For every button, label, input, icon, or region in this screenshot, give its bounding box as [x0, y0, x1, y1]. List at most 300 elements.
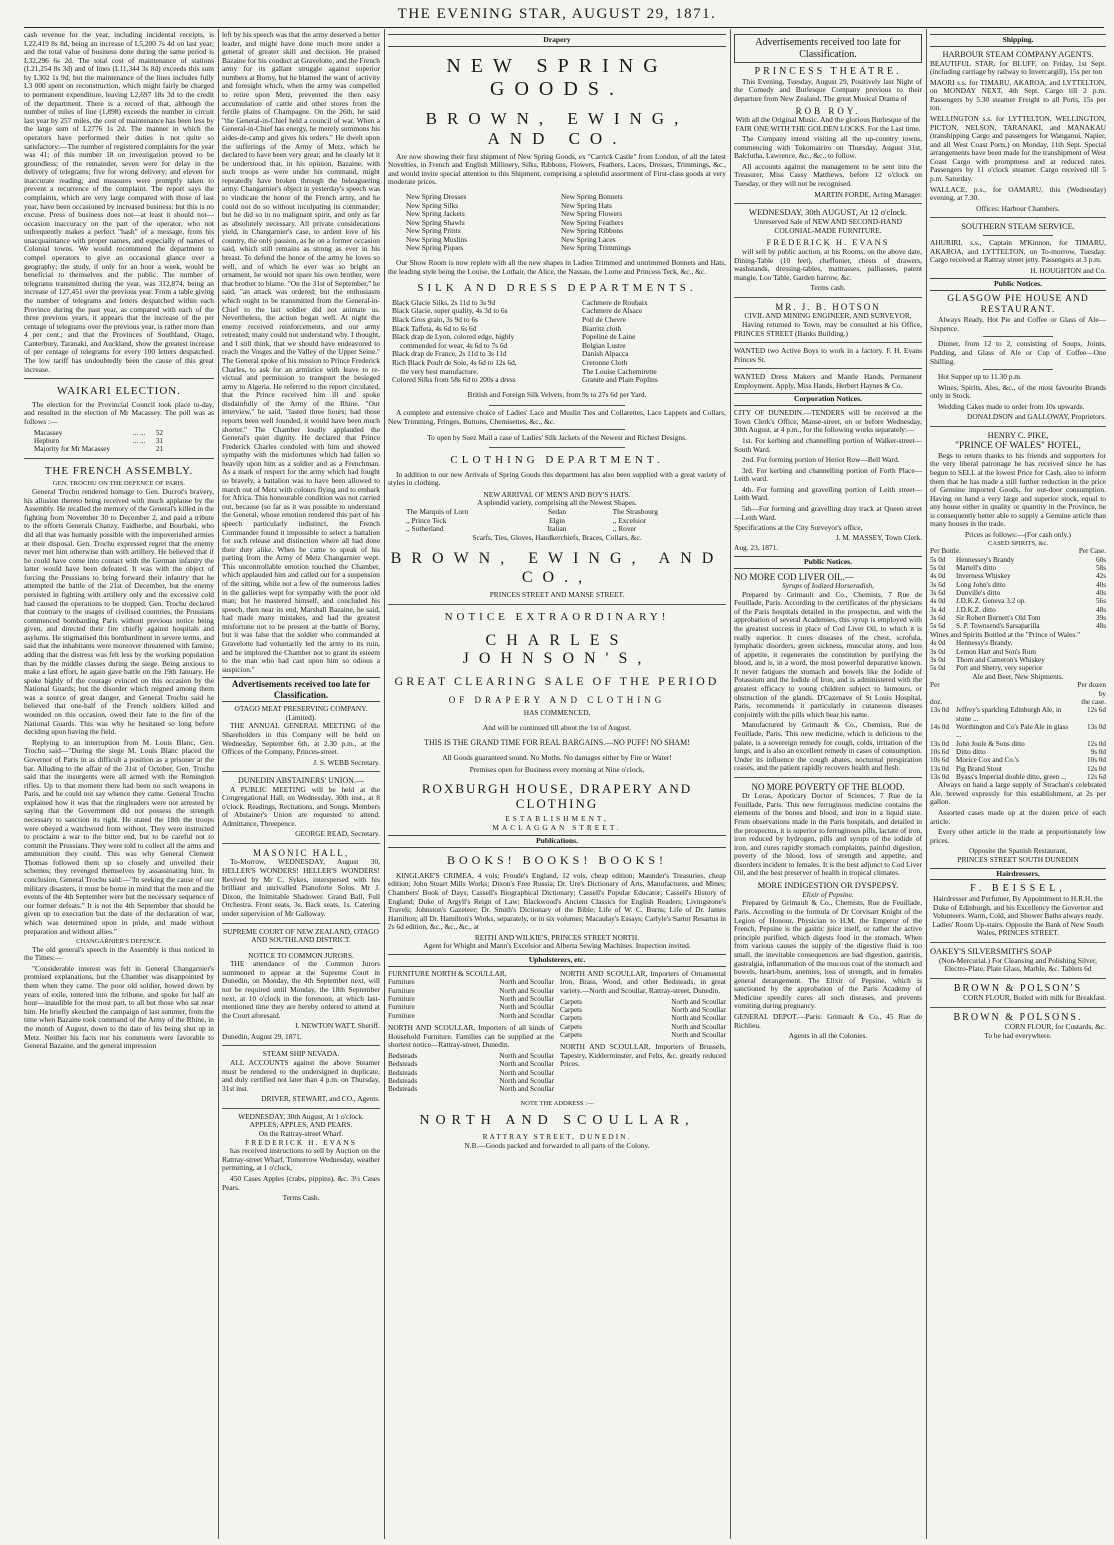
carpets-table	[560, 998, 726, 1040]
premises-text: Premises open for Business every morning at Nine o'clock,	[469, 765, 645, 775]
houghton-signature: H. HOUGHTON and Co.	[1030, 265, 1106, 275]
table-row: Bedsteads North and Scoullar	[388, 1068, 554, 1077]
hats-list	[388, 508, 726, 534]
list-item: New Spring Bonnets	[561, 191, 623, 201]
pie-house-heading: GLASGOW PIE HOUSE AND RESTAURANT.	[947, 294, 1089, 316]
ad-heading: STEAM SHIP NEVADA.	[262, 1049, 340, 1059]
table-row: Carpets North and Scoullar	[560, 1022, 726, 1031]
hotson-text: Having returned to Town, may be consulted at his Office, PRINCES STREET (Banks Building.)	[734, 319, 922, 338]
list-item: Biarritz cloth	[582, 323, 622, 333]
list-item: Granite and Plain Poplins	[582, 375, 658, 385]
table-row: 14s 0d Worthington and Co's Pale Ale in glass ... 13s 0d	[930, 722, 1106, 740]
list-item: the very best manufacture.	[400, 366, 479, 376]
table-row: Carpets North and Scoullar	[560, 1030, 726, 1039]
divider	[734, 342, 922, 343]
oakey-text: (Non-Mercurial.) For Cleansing and Polishing Silver, Electro-Plate, Plate Glass, Marble, &c. Tablets 6d	[939, 955, 1097, 974]
pie-house-text: Wines, Spirits, Ales, &c., of the most favourite Brands only in Stock.	[930, 382, 1106, 401]
table-row: 3s 0d Lemon Hart and Son's Rum	[930, 647, 1036, 656]
sewing-agent: Agent for Whight and Mann's Excelsior and Alberta Sewing Machines. Inspection invited.	[423, 941, 691, 951]
changarnier-subheading: CHANGARNIER'S DEFENCE.	[76, 938, 162, 946]
table-row: 10s 6d Ditto ditto 9s 0d	[930, 747, 1106, 756]
table-row: 10s 6d Morice Cox and Co.'s 10s 0d	[930, 756, 1106, 765]
ad-items: 450 Cases Apples (crabs, pippins), &c. 3½ Cases Pears.	[222, 1173, 380, 1192]
silk-list-right	[582, 299, 722, 385]
table-header: Per Per dozen by	[930, 681, 1106, 698]
auction-text: will sell by public auction, at his Rooms, on the above date, Dining-Table (10 feet), cheffonier, chests of drawers, washstands, dressing-tables, mattrasses, palliasses, patent mangle, Loo Table, Garden barrow, &c.	[734, 247, 922, 282]
list-item: New Spring Shawls	[406, 217, 465, 227]
ad-heading: MASONIC HALL,	[252, 848, 349, 859]
notice-extraordinary: NOTICE EXTRAORDINARY!	[444, 611, 670, 624]
rob-roy-title: ROB ROY.	[795, 105, 861, 116]
ad-signature: GEORGE READ, Secretary.	[295, 829, 380, 839]
divider	[734, 297, 922, 298]
list-item: The Louise Cachemirette	[582, 366, 657, 376]
list-item: Rich Black Poult de Soie, 4s 6d to 12s 6d,	[392, 357, 517, 367]
list-item: New Spring Dresses	[406, 191, 467, 201]
brown-polson-text-2: CORN FLOUR, for Custards, &c.	[1004, 1022, 1106, 1032]
table-row: 4s 0d J.D.K.Z. Geneva 3.2 op. 56s	[930, 597, 1106, 606]
list-item: Black Gros grain, 3s 9d to 6s	[392, 315, 479, 325]
ad-subheading: NOTICE TO COMMON JURORS.	[248, 950, 354, 960]
clothing-text: In addition to our new Arrivals of Spring Goods this department has also been supplied with a great variety of styles in clothing.	[388, 469, 726, 488]
table-row: 5s 0d Martell's ditto 58s	[930, 563, 1106, 572]
divider	[930, 426, 1106, 427]
list-item: Italian	[547, 524, 567, 534]
north-scoullar-block	[388, 970, 726, 1094]
list-item: ,, Sutherland	[406, 524, 444, 534]
upholsterers-heading: Upholsterers, etc.	[388, 954, 726, 967]
poll-row	[32, 445, 165, 453]
pie-house-text: Always Ready, Hot Pie and Coffee or Glass of Ale—Sixpence.	[930, 315, 1106, 333]
masthead: THE EVENING STAR, AUGUST 29, 1871.	[397, 6, 717, 22]
hairdressers-heading: Hairdressers.	[930, 868, 1106, 881]
divider	[222, 1108, 380, 1109]
candidate-name: Macassey	[34, 428, 63, 437]
divider	[930, 978, 1106, 979]
theatre-text-4: All accounts against the management to be sent into the Treasurer, Miss Cassy Matthews, before 12 o'clock on Tuesday, or they will not be recognised.	[734, 161, 922, 188]
table-row: 5s 0d Hennessey's Brandy 60s	[930, 555, 1106, 564]
ad-heading: OTAGO MEAT PRESERVING COMPANY. (Limited).	[234, 704, 368, 722]
work-item: 5th—For forming and gravelling dray track at Queen street—Leith Ward.	[734, 503, 922, 522]
brown-polson-text: CORN FLOUR, Boiled with milk for Breakfast.	[963, 993, 1106, 1003]
proprietors-signature: DONALDSON and GALLOWAY, Proprietors.	[967, 412, 1106, 422]
list-item: Sedan	[547, 507, 567, 517]
ad-date-heading: WEDNESDAY, 30th August, At 1 o'clock.	[238, 1111, 364, 1121]
prices-heading: Prices as follows:—(For cash only.)	[964, 530, 1072, 540]
spring-list-left	[406, 193, 553, 253]
notice-date: Aug. 23, 1871.	[734, 543, 779, 553]
hats-subheading: A splendid variety, comprising all the Newest Shapes.	[477, 498, 637, 508]
list-item: Cretonne Cloth	[582, 357, 628, 367]
column-2	[222, 31, 380, 1539]
work-item: 2nd. For forming portion of Heriot Row—Bell Ward.	[742, 455, 900, 465]
table-row: 13s 0d Jeffrey's sparkling Edinburgh Ale, in stone ... 12s 6d	[930, 706, 1106, 723]
corporation-heading: Corporation Notices.	[734, 393, 922, 406]
cased-spirits-heading: CASED SPIRITS, &c.	[987, 539, 1049, 547]
hotson-subheading: CIVIL AND MINING ENGINEER, AND SURVEYOR,	[744, 311, 912, 321]
table-row: Carpets North and Scoullar	[560, 1005, 726, 1014]
list-item: New Spring Laces	[561, 234, 616, 244]
shipping-heading: Shipping.	[930, 34, 1106, 47]
brown-ewing-address: PRINCES STREET AND MANSE STREET.	[489, 590, 625, 600]
ad-text: ALL ACCOUNTS against the above Steamer must be rendered to the undersigned in duplicate, and duly certified not later than 4 p.m. on Thursday, 31st inst.	[222, 1058, 380, 1093]
ns-left	[388, 970, 554, 1094]
list-item: Poil de Chevre	[582, 315, 626, 325]
divider	[734, 203, 922, 204]
pie-house-text: Hot Supper up to 11.30 p.m.	[938, 372, 1022, 382]
divider	[734, 368, 922, 369]
column-1	[24, 31, 214, 1539]
ad-signature: DRIVER, STEWART, and CO., Agents.	[261, 1094, 380, 1104]
wanted-ad-2: WANTED Dress Makers and Mantle Hands. Permanent Employment. Apply, Miss Hands, Herbert Haynes & Co.	[734, 372, 922, 390]
brown-polson-heading-2: BROWN & POLSONS.	[953, 1011, 1083, 1023]
reith-wilkie: REITH AND WILKIE'S, PRINCES STREET NORTH.	[474, 932, 640, 942]
list-item: The Marquis of Lorn	[406, 507, 469, 517]
table-row: 5s 6d S. P. Townsend's Sarsaparilla 48s	[930, 622, 1106, 631]
auction-date: WEDNESDAY, 30th AUGUST, At 12 o'clock.	[748, 207, 908, 218]
ad-text: NORTH AND SCOULLAR, Importers of all kinds of Household Furniture. Families can be supplied at the shortest notice—Rattray-street, Dunedin.	[388, 1023, 554, 1050]
waikari-heading: WAIKARI ELECTION.	[57, 385, 181, 398]
cod-liver-text: Prepared by Grimault and Co., Chemists, 7 Rue de Feuillade, Paris. According to the certificates of the physicians of the Paris hospitals detailed in the prospectus, and with the approbation of several Academies, this syrup is employed with the greatest success in place of Cod Liver Oil, to which it is really superior. It cures diseases of the chest, scrofula, lymphatic disorders, green sickness, muscular atony, and loss of appetite, it regenerates the constitution by purifying the blood, and is, in a word, the most powerful depurative known. It never fatigues the stomach and bowels like the Iodide of Potassium and the Iodide of Iron, and is administered with the greatest efficacy to young children subject to humours, or obstruction of the glands. D'Cazenave of St Louis Hospital, Paris, recommends it particularly in cutaneous diseases conjointly with the pills which bear his name.	[734, 589, 922, 719]
city-tenders-text: CITY OF DUNEDIN.—TENDERS will be received at the Town Clerk's Office, Manse-street, on or before Wednesday, 30th August, at 4 p.m., for the following works separately:—	[734, 408, 922, 435]
poverty-text: Dr Leras, Apoticary Doctor of Sciences, 7 Rue de la Feuillade, Paris. This new ferruginous medicine contains the elements of the bones and blood, and iron in a liquid state. From observations made in the Paris hospitals, and detailed in the prospectus, it is superior to ferruginous pills, lactate of iron, iron reduced by hydrogen, pills and syrups of the iodide of iron, and cures rapidly stomach complaints, painful digestion, poverty of the blood, loss of strength and appetite, and disorders incident to females. It is the best adjunct to Cod Liver Oil, and the best preserver of health in tropical climates.	[734, 791, 922, 878]
nevada-ad	[222, 1050, 380, 1103]
hotson-heading: MR. J. B. HOTSON	[775, 301, 881, 312]
rattray-address: RATTRAY STREET, DUNEDIN.	[482, 1132, 632, 1142]
list-item: New Spring Muslins	[406, 234, 468, 244]
prince-of-wales-heading: "PRINCE OF WALES" HOTEL,	[955, 440, 1081, 451]
ad-signature: J. S. WEBB Secretary.	[313, 757, 380, 767]
maclaggan-text: MACLAGGAN STREET.	[492, 822, 622, 832]
table-row: 5s 0d Port and Sherry, very superior	[930, 664, 1043, 673]
table-header: Per Bottle. Per Case.	[930, 547, 1106, 556]
drapery-clothing-title: OF DRAPERY AND CLOTHING	[448, 694, 666, 705]
brown-ewing-title: BROWN, EWING, AND CO.	[425, 109, 689, 148]
showroom-text: Our Show Room is now replete with all the new shapes in Ladies Trimmed and untrimmed Bonnets and Hats, the leading style being the Louise, the Lothair, the Alice, the Nassau, the Lorne and Princess Teck, &c., &c.	[388, 257, 726, 276]
agents-text: Agents in all the Colonies.	[788, 1031, 868, 1041]
theatre-signature: MARTIN FORDE, Acting Manager.	[814, 189, 922, 199]
ad-subheading: On the Rattray-street Wharf.	[258, 1129, 344, 1139]
auction-title: Unreserved Sale of NEW AND SECOND-HAND COLONIAL-MADE FURNITURE.	[754, 217, 902, 235]
ad-heading: FURNITURE NORTH & SCOULLAR,	[388, 968, 507, 978]
changarnier-text: "Considerable interest was felt in General Changarnier's promised explanations, but the Chamber was disappointed by them when they came. The poor old soldier, bowed down by years of exile, tottered into the tribune, and spoke for half an hour—inaudible for the most part, to all but those who sat near him. He briefly sketched the campaign of last summer, from the time when Bazaine took command of the Army of the Rhine, in the month of August, down to the date of his being shut up in Metz. Neither his facts nor his comments were favorable to General Bazaine, and the general impression	[24, 963, 214, 1051]
masonic-hall-ad	[222, 848, 380, 918]
ale-table	[930, 681, 1106, 781]
furniture-table	[388, 978, 554, 1020]
books-title: BOOKS! BOOKS! BOOKS!	[446, 852, 667, 867]
publications-heading: Publications.	[388, 835, 726, 848]
candidate-name: Hepburn	[34, 436, 60, 445]
lace-text: A complete and extensive choice of Ladies' Lace and Muslin Ties and Collarettes, Lace Lappets and Collars, New Trimming, Fringes, Buttons, Chemisettes, &c., &c.	[388, 408, 726, 426]
ad-text: A PUBLIC MEETING will be held at the Congregational Hall, on Wednesday, 30th inst., at 8 o'clock. Readings, Recitations, and Songs. Members of Abstainer's Union are requested to attend. Admittance, Threepence.	[222, 784, 380, 828]
candidate-votes: 31	[155, 436, 163, 445]
abstainers-ad	[222, 776, 380, 839]
list-item: New Spring Trimmings	[561, 243, 631, 253]
jurors-ad	[222, 928, 380, 1042]
silk-list	[388, 299, 726, 385]
theatre-text: This Evening, Tuesday, August 29, Positively last Night of the Comedy and Burlesque Company previous to their departure from New Zealand. The great Musical Drama of	[734, 76, 922, 103]
beissel-text: Hairdresser and Perfumer, By Appointment to H.R.H. the Duke of Edinburgh, and his Excellency the Governor and Volunteers. Warm, Cold, and Shower Baths always ready. Ladies' Room Up-stairs. Opposite the Bank of New South Wales, PRINCES STREET.	[932, 893, 1104, 938]
has-commenced: HAS COMMENCED,	[523, 708, 591, 718]
pike-text: Always on hand a large supply of Strachan's celebrated Ale, brewed expressly for this establishment, at 2s per gallon.	[930, 780, 1106, 807]
wanted-ad-1: WANTED two Active Boys to work in a factory. F. H. Evans Princes St.	[734, 346, 922, 364]
list-item: Danish Alpacca	[582, 349, 629, 359]
specifications-text: Specifications at the City Surveyor's office,	[734, 523, 863, 533]
candidate-votes: 52	[155, 428, 163, 437]
list-item: New Spring Piques	[406, 243, 464, 253]
table-row: 3s 0d Thom and Cameron's Whiskey	[930, 655, 1045, 664]
divider	[930, 942, 1106, 943]
clearing-sale-title: GREAT CLEARING SALE OF THE PERIOD	[394, 673, 720, 688]
pike-text: Begs to return thanks to his friends and supporters for the very liberal patronage he has received since he has begun to SELL at the lowest Price for Cash, also to inform them that he has made a still further reduction in the price of Genuine imported Goods, for out-door consumption. Having on hand a very large and superior stock, equal to any house either in quality or quantity in the Province, he is consequently better able to supply a Genuine article than many houses in the trade.	[930, 450, 1106, 529]
pie-house-text: Wedding Cakes made to order from 10s upwards.	[938, 401, 1085, 411]
ad-text: NORTH AND SCOULLAR, Importers of Brussels, Tapestry, Kidderminster, and Felts, &c. greatly reduced Prices.	[560, 1042, 726, 1069]
list-item: New Spring Feathers	[561, 217, 624, 227]
table-row: 3s 6d Long John's ditto 40s	[930, 580, 1106, 589]
ad-text: THE ANNUAL GENERAL MEETING of the Shareholders in this Company will be held on Wednesday, September 6th, at 2.30 p.m., at the Offices of the Company, Princes-street.	[222, 721, 380, 757]
list-item: New Spring Ribbons	[561, 226, 624, 236]
ship-beautiful-star: BEAUTIFUL STAR, for BLUFF, on Friday, 1st Sept. (including carriage by railway to Invercargill), 15s per ton	[930, 58, 1106, 77]
column-divider	[730, 29, 731, 1539]
list-item: Black Taffeta, 4s 6d to 6s 6d	[392, 323, 477, 333]
public-notices-heading: Public Notices.	[734, 556, 922, 569]
otago-meat-ad	[222, 705, 380, 767]
hats-col	[406, 508, 501, 534]
trochu-subheading: GEN. TROCHU ON THE DEFENCE OF PARIS.	[52, 480, 186, 488]
ad-heading: SUPREME COURT OF NEW ZEALAND, OTAGO AND SOUTHLAND DISTRICT.	[223, 926, 379, 945]
changarnier-intro: The old general's speech in the Assembly is thus noticed in the Times:—	[24, 944, 214, 963]
table-row: 3s 6d Sir Robert Burnett's Old Tom 39s	[930, 613, 1106, 622]
nb-text: N.B.—Goods packed and forwarded to all parts of the Colony.	[464, 1141, 650, 1150]
list-item: New Spring Prints	[406, 226, 461, 236]
list-item: The Strasbourg	[612, 507, 658, 517]
ship-maori: MAORI s.s. for TIMARU, AKAROA, and LYTTELTON, on MONDAY NEXT, 4th Sept. Cargo till 2 p.m. Passengers by 5.30 steamer Freight to all Ports, 15s per ton.	[930, 77, 1106, 113]
pike-text: Opposite the Spanish Restaurant,	[968, 846, 1068, 856]
princess-theatre-heading: PRINCESS THEATRE.	[754, 66, 902, 78]
masthead-rule	[24, 27, 1104, 28]
list-item: commended for wear, 4s 6d to 7s 6d	[400, 340, 508, 350]
north-scoullar-title: NORTH AND SCOULLAR,	[419, 1113, 695, 1129]
ship-wallace: WALLACE, p.s., for OAMARU, this (Wednesday) evening, at 7.30.	[930, 184, 1106, 203]
auctioneer-name: FREDERICK H. EVANS	[245, 1137, 357, 1147]
new-spring-goods-title: NEW SPRING GOODS.	[446, 54, 668, 100]
table-header: doz. the case.	[930, 697, 1106, 706]
cod-liver-heading: NO MORE COD LIVER OIL.—	[734, 571, 854, 582]
list-item: Belgian Lustre	[582, 340, 626, 350]
late-ads-heading: Advertisements received too late for Classification.	[734, 34, 922, 63]
divider	[222, 923, 380, 924]
majority-label: Majority for Mr Macassey	[34, 445, 111, 454]
silk-dress-heading: SILK AND DRESS DEPARTMENTS.	[417, 282, 697, 295]
drapery-heading: Drapery	[388, 34, 726, 47]
spirits-table	[930, 547, 1106, 630]
divider	[222, 1045, 380, 1046]
elixir-subheading: Elixir of Pepsine.	[802, 889, 854, 899]
column-divider	[218, 29, 219, 1539]
table-row: 4s 0d Hennessy's Brandy.	[930, 639, 1013, 648]
indigestion-text: Prepared by Grimault & Co., Chemists, Rue de Feuillade, Paris. According to the formula of Dr Corvisart Knight of the Legion of Honour, Physician to H.M. the Emperor of the French, Pepsine is the gastric juice itself, or rather the active principle purified, which digests food in the stomach. When from various causes the supply of the digestive fluid is too small, the inevitable consequences are bad digestion, gastritis, gastralgia, inflammation of the mucous coat of the stomach and bowels, heart-burn, anemies, loss of strength, and in females general derangement. The Elixir of Pepsine, which is sanctioned by the approbation of the Paris Academy of Medicine speedily cures all such diseases, and prevents vomiting during pregnancy.	[734, 898, 922, 1011]
apples-ad	[222, 1113, 380, 1203]
southern-steam-heading: SOUTHERN STEAM SERVICE.	[961, 222, 1075, 232]
depot-text: GENERAL DEPOT.—Paris: Grimault & Co., 45 Rue de Richlieu.	[734, 1012, 922, 1030]
theatre-text-2: With all the Original Music. And the glorious Burlesque of the FAIR ONE WITH THE GOLDEN LOCKS. For the Last time.	[735, 114, 921, 133]
ns-right	[560, 970, 726, 1094]
list-item: New Spring Jackets	[406, 209, 465, 219]
column-divider	[926, 29, 927, 1539]
brown-polson-tail: To be had everywhere.	[984, 1031, 1052, 1041]
list-item: Black drap de Lyon, colored edge, highly	[392, 332, 515, 342]
table-row: Bedsteads North and Scoullar	[388, 1076, 554, 1085]
continued-text: And will be continued till about the 1st of August.	[482, 722, 632, 732]
list-item: Cachmere de Roubaix	[582, 297, 648, 307]
pike-text: Every other article in the trade at proportionately low prices.	[930, 827, 1106, 845]
note-address: NOTE THE ADDRESS :—	[520, 1099, 594, 1107]
silk-list-left	[392, 299, 574, 385]
ad-signature: I. NEWTON WATT, Sheriff.	[295, 1021, 380, 1031]
list-item: Colored Silks from 58s 6d to 200s a dress	[392, 375, 516, 385]
ale-heading: Ale and Beer, New Shipments.	[972, 671, 1064, 681]
brown-polson-heading: BROWN & POLSON'S	[953, 982, 1083, 994]
list-item: New Spring Flowers	[561, 209, 623, 219]
french-assembly-heading: THE FRENCH ASSEMBLY.	[44, 464, 194, 477]
column-5	[930, 31, 1106, 1539]
table-row: Furniture North and Scoullar	[388, 986, 554, 995]
divider	[24, 378, 214, 379]
table-row: 13s 0d John Joule & Sons ditto 12s 0d	[930, 739, 1106, 748]
list-item: Cachmere de Alsace	[582, 306, 643, 316]
harbour-steam-heading: HARBOUR STEAM COMPANY AGENTS.	[942, 49, 1094, 59]
list-item: Black Glacie Silks, 2s 11d to 3s 9d	[392, 297, 496, 307]
cod-liver-subheading: Syrups of Iodized Horseradish,	[782, 581, 874, 591]
divider	[930, 217, 1106, 218]
scarfs-text: Scarfs, Ties, Gloves, Handkerchiefs, Braces, Collars, &c.	[472, 532, 642, 542]
trochu-text: General Trochu rendered homage to Gen. Ducrot's bravery, his allusion thereto being received with much applause by the Assembly. He recalled the memory of the General's killed in the fighting from November 30 to December 2, and paid a tribute to the efforts Generals Chanzy, Faidherbe, and Bourbaki, who did all that was humanly possible with the impoverished armies at their disposal. Gen. Trochu expressed regret that the enemy never met him otherwise than with artillery. He believed that if he could have come into contact with the German infantry the latter would have been defeated. It was with the object of forcing the Prussians to bring forward their infantry that he attempted the battle of the 21st of December, but the enemy persisted in fighting with artillery only and the excessive cold had caused the operations to be stopped. Gen. Trochu declared that contrary to the usages of civilised countries, the Prussians commenced bombarding Paris without previous notice being given, and directed their fire chiefly against hospitals and asylums. He stigmatised this bombardment in severe terms, and said that the inhabitants were moreover threatened with famine, adding that the distress was felt less by the working population than by the middle classes during the siege. Being anxious to make a last effort, he again gave battle on the 19th January. He spoke highly of the courage evinced on this occasion by the National Guards; but the disorder which reigned among them was a source of great danger, and General Trochu said he believed that one-half of the French soldiers killed and wounded on this occasion, owed their fate to the fire of the National Guards. This was why he hesitated so long before deciding upon having the field.	[24, 487, 214, 737]
spring-goods-list	[388, 193, 726, 253]
work-item: 4th. For forming and gravelling portion of Leith street—Leith Ward.	[734, 484, 922, 503]
books-text: KINGLAKE'S CRIMEA, 4 vols; Froude's England, 12 vols, cheap edition; Maunder's Treasuries, cheap edition; John Stuart Mills Works; Dixon's Free Russia; Dr. Ure's Dictionary of Arts, Manufactures, and Mines; Chambers' Book of Days; Cassell's Biographical Dictionary; Cassell's Popular Educator; Cassell's History of England; Duke of Argyll's Reign of Law; Blackwood's Ancient Classics for English Readers; Livingstone's Travels; Johnston's Gazeteer; Dr. Smith's Dictionary of the Bible; Life of W. C. Burns; Life of Dr. James Hamilton; all Dr. Hamilton's Works, separately, or in six volumes; Macaulay's Essays; Carlyle's Sartor Resartus in 2s 6d edition, &c., &c., &c., at	[388, 870, 726, 932]
poll-table	[32, 429, 165, 454]
list-item: New Spring Silks	[406, 200, 459, 210]
waikari-text: The election for the Provincial Council took place to-day, and resulted in the election of Mr Macassey. The poll was as follows :—	[24, 399, 214, 427]
trochu-text-2: Replying to an interruption from M. Louis Blanc, Gen. Trochu said—"During the siege M. Louis Blanc placed the Governor of Paris in as difficult a position as a prisoner at the bar. Alluding to the affair of the 31st of October, Gen. Trochu said that the insurgents were all armed with the Remington rifles. Up to that moment there had been no such weapons in Paris, and he could not say whence they came. General Trochu explained how it was that the ringleaders were not arrested by saying that the Government did not possess the strength necessary to sanction its right. He stated the 18th the troops were obeyed a watchword from without. They were instructed to proclaim a war to the bitter end, but to be careful not to commit the Prussians. They were told to collect all the arms and ammunition they could. This was why General Clement Thomas followed them up so closely and unveiled their schemes; they revenged themselves by assassinating him. In conclusion, General Trochu said:—"In seeking the cause of our military disasters, it must be borne in mind that the men and the events of the 4th September were but the necessary sequence of our former defeats." It is not the 4th September that should be given up to execration but the date of the declaration of war, which was determined upon in pride, and made without preparation and without allies."	[24, 737, 214, 936]
table-row: 4s 0d Inverness Whiskey 42s	[930, 572, 1106, 581]
table-row: Furniture North and Scoullar	[388, 978, 554, 987]
majority-value: 21	[155, 445, 163, 454]
table-row: 3s 6d Dunville's ditto 40s	[930, 588, 1106, 597]
poverty-heading: NO MORE POVERTY OF THE BLOOD.	[751, 781, 905, 792]
velvets-text: British and Foreign Silk Velvets, from 9s to 27s 6d per Yard.	[467, 389, 647, 399]
pie-house-text: Dinner, from 12 to 2, consisting of Soups, Joints, Pudding, and Glass of Ale or Cup of Coffee—One Shilling.	[930, 339, 1106, 366]
list-item: ,, Prince Teck	[406, 515, 447, 525]
roxburgh-title: ROXBURGH HOUSE, DRAPERY AND CLOTHING	[421, 780, 693, 811]
list-item: Black Glacie, super quality, 4s 3d to 6s	[392, 306, 508, 316]
grand-time-text: THIS IS THE GRAND TIME FOR REAL BARGAINS.—NO PUFF! NO SHAM!	[424, 738, 690, 748]
divider	[222, 771, 380, 772]
divider	[222, 843, 380, 844]
telegraph-report: cash revenue for the year, including incidental receipts, is L22,419 8s 8d, being an increase of L5,200 7s 4d on last year; and the total value of business done during the same period is L32,296 6s 2d. The total cost of maintenance of stations (L21,254 8s 3d) and of lines (L11,344 3s 8d) exceeds this sum by L302 1s 9d; but the maintenance of the lines includes fully L3 000 spent on reconstruction, which might fairly be charged to permanent expenditure, leaving L2,697 18s 3d to the credit of the department. There is a record of that, although the number of miles of line (1,898) exceeds the number in circuit last year by 257 miles, the cost of maintenance has been less by the large sum of L2776 1s 2d. The manner in which the operators have performed their duties is not quite so satisfactory:—The number of registered complaints for the year was 41; of this number 18 on investigation proved to be groundless; of the remainder, seven were for delay in the delivery of telegrams; five for wrong delivery; and eleven for inaccurate reading; and measures were promptly taken to prevent a recurrence of the complaint. The report says the complaints, which are very large compared with those of last year, have been occasioned by increased business: but this is no excuse. Press of business does not—at least it should not—occasion inaccuracy on the part of the operator, who not unfrequently makes a perfect "hash" of a message, from his unacquaintance with proper names, and especially of names of Colonial towns. We would recommend the department to compel operators to give an occasional glance over a geography; the study, if only for an hour a week, would be beneficial to themselves and the public. The number of telegrams transmitted during the year, was 312,874, being an increase of 127,451 over the previous year. From a table giving the number of telegrams and letters despatched within each Province during the past year, as compared with each of the three previous years, it appears that the increase of the per centage of telegrams over the previous year, is rather more than 4 per cent.; and that the Provinces of Southland, Otago, Canterbury, Taranaki, and Auckland, show the greatest increase of per centage of telegrams for every 100 letters despatched. The low tariff has undoubtedly been the cause of this great increase.	[24, 31, 214, 374]
table-row: 3s 4d J.D.K.Z. ditto 48s	[930, 605, 1106, 614]
ad-terms: Terms Cash.	[282, 1193, 320, 1203]
divider	[930, 1007, 1106, 1008]
column-divider	[384, 29, 385, 1539]
work-item: 3rd. For kerbing and channelling portion of Forth Place—Leith ward.	[734, 465, 922, 484]
list-item: Elgin	[548, 515, 565, 525]
list-item: New Spring Hats	[561, 200, 612, 210]
list-item: ,, Rover	[612, 524, 637, 534]
suez-text: To open by Suez Mail a case of Ladies' Silk Jackets of the Newest and Richest Designs.	[427, 433, 687, 443]
divider	[24, 458, 214, 459]
wines-heading: Wines and Spirits Bottled at the "Prince of Wales."	[930, 629, 1081, 639]
wines-table	[930, 639, 1106, 672]
establishment-text: ESTABLISHMENT,	[505, 813, 609, 823]
indigestion-heading: MORE INDIGESTION OR DYSPEPSY.	[757, 880, 899, 891]
ad-text: NORTH AND SCOULLAR, Importers of Ornamental Iron, Brass, Wood, and other Bedsteads, in great variety.—North and Scoullar, Rattray-street, Dunedin.	[560, 968, 726, 995]
work-item: 1st. For kerbing and channelling portion of Walker-street—South Ward.	[734, 435, 922, 454]
table-row: Carpets North and Scoullar	[560, 997, 726, 1006]
clothing-heading: CLOTHING DEPARTMENT.	[450, 453, 664, 466]
auction-terms: Terms cash.	[810, 283, 846, 293]
table-row: Carpets North and Scoullar	[560, 1014, 726, 1023]
ad-date: Dunedin, August 29, 1871.	[222, 1031, 302, 1041]
bedsteads-table	[388, 1052, 554, 1094]
table-row: 13s 0d Pig Brand Stout 12s 0d	[930, 764, 1106, 773]
spring-intro: Are now showing their first shipment of New Spring Goods, ex "Carrick Castle" from London, of all the latest Novelties, in French and English Millinery, Silks, Ribbons, Flowers, Feathers, Laces, Dresses, Trimmings, &c., and would invite special attention to this Shipment, comprising a splendid assortment of First-class goods at very moderate prices.	[388, 151, 726, 187]
pike-text: Assorted cases made up at the dozen price of each article.	[930, 808, 1106, 826]
oakey-heading: OAKEY'S SILVERSMITH'S SOAP	[930, 946, 1052, 956]
list-item: ,, Excelsior	[612, 515, 647, 525]
hats-col	[509, 508, 604, 534]
table-row: Bedsteads North and Scoullar	[388, 1060, 554, 1069]
hats-heading: NEW ARRIVAL OF MEN'S AND BOY'S HATS.	[483, 489, 631, 499]
spring-list-right	[561, 193, 708, 253]
public-notices-heading: Public Notices.	[930, 278, 1106, 291]
list-item: Popeline de Laine	[582, 332, 636, 342]
pike-address: PRINCES STREET SOUTH DUNEDIN	[957, 854, 1079, 864]
beissel-heading: F. BEISSEL,	[970, 883, 1066, 895]
ship-ahuriri: AHURIRI, s.s., Captain M'Kinnon, for TIMARU, AKAROA, and LYTTELTON, on To-morrow, Tuesday. Cargo received at Rattray street jetty. Passengers at 3 p.m.	[930, 238, 1106, 265]
table-row: 13s 0d Byass's Imperial double ditto, green ... 12s 6d	[930, 772, 1106, 781]
ad-text: To-Morrow, WEDNESDAY, August 30, HELLER'S WONDERS! HELLER'S WONDERS! Revived by Mr C. Sykes, interspersed with his brilliant and unrivalled Pianoforte Solos. Mr J. Dixon, the Inimitable Shadower. Grand Ball, Full Orchestra. Front seats, 3s. Back seats, 1s. Catering under supervision of Mr Galloway.	[222, 857, 380, 918]
ship-wellington: WELLINGTON s.s. for LYTTELTON, WELLINGTON, PICTON, NELSON, TARANAKI, and MANAKAU (transhipping Cargo and passengers for Wanganui, Napier, and all West Coast Ports,) on Monday, 11th Sept. Special arrangements have been made for the transhipment of West Coast Cargo with promptness and at reduced rates. Passengers by 11 o'clock steamer. Cargo received till 5 p.m. Saturday.	[930, 114, 1106, 184]
ad-heading: DUNEDIN ABSTAINERS' UNION.—	[238, 776, 364, 786]
ad-text: has received instructions to sell by Auction on the Rattray-street Wharf, Tomorrow Wednesday, weather permitting, at 1 o'clock,	[222, 1146, 380, 1173]
charles-johnson-title: CHARLES JOHNSON'S,	[462, 631, 652, 668]
divider	[734, 777, 922, 778]
divider	[388, 604, 726, 605]
pike-heading: HENRY C. PIKE,	[987, 431, 1049, 441]
town-clerk-signature: J. M. MASSEY, Town Clerk.	[835, 532, 922, 542]
table-row: Furniture North and Scoullar	[388, 1011, 554, 1020]
column-4	[734, 31, 922, 1539]
hats-col	[613, 508, 708, 534]
theatre-text-3: The Company intend visiting all the up-country towns, commencing with Tokomairiro on Thursday, August 31st, Balclutha, Lawrence, &c., &c., to follow.	[734, 134, 922, 161]
auctioneer-name: FREDERICK H. EVANS	[766, 237, 890, 248]
late-ads-heading: Advertisements received too late for Classification.	[222, 677, 380, 702]
table-row: Furniture North and Scoullar	[388, 995, 554, 1004]
poll-row: Macassey ... ... 52	[34, 428, 163, 437]
column-3	[388, 31, 726, 1539]
poll-row: Hepburn ... ... 31	[34, 436, 163, 445]
changarnier-continued: left by his speech was that the army deserved a better leader, and might have done much more under a general of greater skill and decision. He praised Bazaine for his conduct at Gravelotte, and the French army for its gallant struggle against superior numbers at Borny, but he blamed the want of activity and foresight which, when the army was compelled to retire upon Metz, prevented the then easy accumulation of cattle and other stores from the fertile plains of Champagne. On the 26th, he said "the General-in-Chief held a council of war. When a General-in-Chief has energy, he merely summons his aides-de-camp and gives his orders." He dwelt upon the sufferings of the Army of Metz, which he declared to have been very great; and he clearly let it be understood that, in his opinion, Bazaine, with such troops as were under his command, might repeatedly have broken through the beleaguering army. Changarnier's object in yesterday's speech was to vindicate the honor of the French army, and he could not do so without inculpating its commander; but he did so in no malignant spirit, and only as far as absolutely necessary. All private considerations yield, in Changarnier's case, to ardent love of his country, the only passion, as he on a former occasion said, which still remains as strong as ever in his breast. To defend the honor of the army he loves so well, and of which he ever was so bright an ornament, he would not spare his own brother, were that brother to blame. "On the 31st of September," he said, "an attack was ordered; but the enthusiasm which ought to be transmitted from the General-in-Chief to the last soldier did not animate us. Nevertheless, the action began well. At night the enemy received reinforcements, and our army retreated; many could not understand why. I thought, and I still think, that we should have endeavored to reach the Vosges and the Valley of the Upper Seine." The General spoke of his mission to Prince Frederick Charles, to ask for an armistice with leave to re-victual and permission to transport the besieged army to Algeria. He referred to the report circulated, that the Prince received him ill and spoke disdainfully of the Army of the Rhine. "Our interview," he said, "lasted three hours; had those reports been well founded, it would have been much shorter." The Chamber loudly applauded the General's quiet dignity. He declared that Prince Frederick Charles condoled with him and showed sympathy with the misfortunes which had fallen so heavily upon him as a soldier and as a Frenchman. As a mark of respect for the army which had fought so bravely, a battalion was to have been allowed to march out of Metz with colours flying and to embark for Africa. This honourable condition was not carried out, because (so far as it was possible to understand the General, whose emotion rendered this part of his speech particularly indistinct, the French Commander found it impossible to select a battalion for such release and distinction where all had done their duty alike. When he came to speak of his parting from the Army of Metz Changarnier wept. This uncontrollable emotion touched the Chamber, which applauded him and called out for a suspension of the sitting, while not a few of the numerous ladies in the galleries wept for sympathy with the poor old man; but he mastered himself, and concluded his speech, then near its end, Marshall Bazaine, he said, had made many mistakes, and had the greatest misfortune not to be present at the battle of Borny, but it was false that the soldier who commanded at Gravelotte had voluntarily led the army to its ruin, and he implored the Chamber not to grant its esteem to the man who had cast upon him so odious a suspicion."	[222, 31, 380, 674]
list-item: Black drap de France, 2s 11d to 3s 11d	[392, 349, 507, 359]
table-row: Bedsteads North and Scoullar	[388, 1051, 554, 1060]
cod-liver-text-2: Manufactured by Grimault & Co., Chemists, Rue de Feuillade, Paris. This new medicine, which is delicious to the palate, is a sovereign remedy for cough, colds, irritation of the lungs, and is also an excellent remedy in cases of consumption. Under its influence the cough abates, nocturnal perspiration ceases, and the patient rapidly recovers health and flesh.	[734, 720, 922, 773]
brown-ewing-title-2: BROWN, EWING, AND CO.,	[390, 550, 724, 586]
offices-text: Offices: Harbour Chambers.	[976, 203, 1060, 213]
ad-text: THE attendance of the Common Jurors summoned to appear at the Supreme Court in Dunedin, on Monday, the 4th September next, will not be required until Monday, the 18th September next, at 10 o'clock in the forenoon, at which last-mentioned time they are hereby ordered to attend at the Court aforesaid.	[222, 959, 380, 1020]
ad-heading: APPLES, APPLES, AND PEARS.	[249, 1120, 353, 1130]
table-row: Bedsteads North and Scoullar	[388, 1085, 554, 1094]
